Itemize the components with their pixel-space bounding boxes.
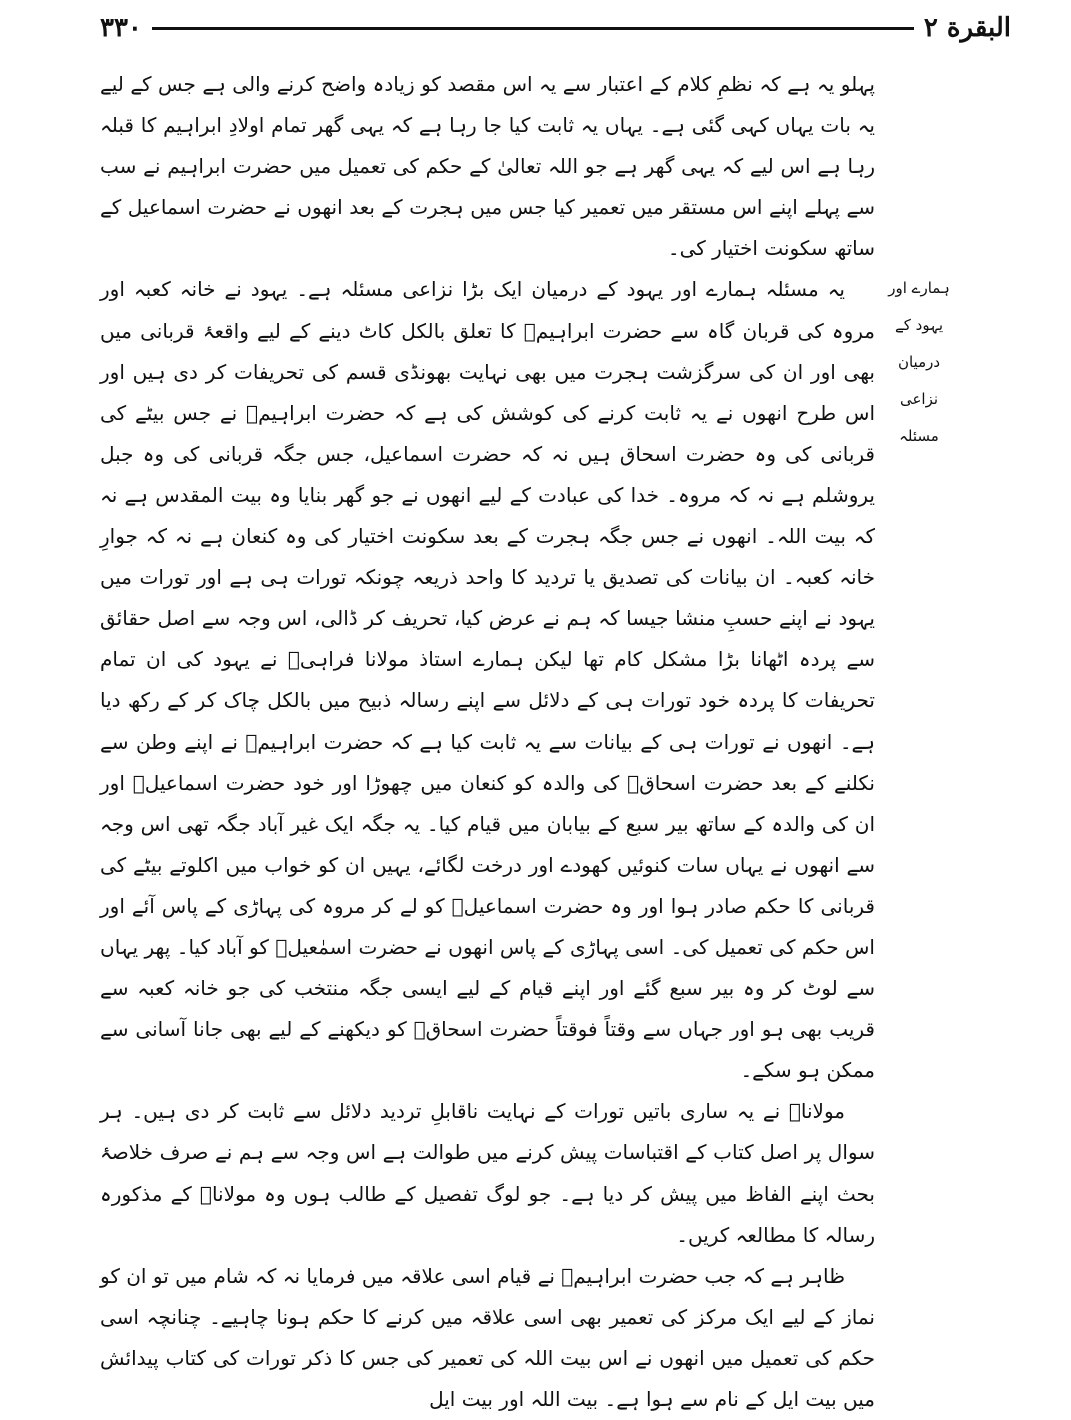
paragraph: ظاہر ہے کہ جب حضرت ابراہیمؑ نے قیام اسی علاقہ میں فرمایا نہ کہ شام میں تو ان کو نماز کے لیے ایک مرکز کی تعمیر بھی اسی علاقہ میں کرنے کا حکم ہونا چاہیے۔ چنانچہ اسی حکم کی تعمیل میں انھوں نے اس بیت اللہ کی تعمیر کی جس کا ذکر تورات کی کتاب پیدائش میں بیت ایل کے نام سے ہوا ہے۔ بیت اللہ اور بیت ایل bbox=[100, 1263, 875, 1411]
page-header bbox=[100, 8, 1011, 48]
header-rule bbox=[152, 27, 914, 30]
paragraph: یہ مسئلہ ہمارے اور یہود کے درمیان ایک بڑا نزاعی مسئلہ ہے۔ یہود نے خانہ کعبہ اور مروہ کی قربان گاہ سے حضرت ابراہیمؑ کا تعلق بالکل کاٹ دینے کے لیے واقعۂ قربانی میں بھی اور ان کی سرگزشت ہجرت میں بھی نہایت بھونڈی قسم کی تحریفات کر دی ہیں اور اس طرح انھوں نے یہ ثابت کرنے کی کوشش کی ہے کہ حضرت ابراہیمؑ نے جس بیٹے کی قربانی کی وہ حضرت اسحاق ہیں نہ کہ حضرت اسماعیل، جس جگہ قربانی کی وہ جبل یروشلم ہے نہ کہ مروہ۔ خدا کی عبادت کے لیے انھوں نے جو گھر بنایا وہ بیت المقدس ہے نہ کہ بیت اللہ۔ انھوں نے جس جگہ ہجرت کے بعد سکونت اختیار کی وہ کنعان ہے نہ کہ جوارِ خانہ کعبہ۔ ان بیانات کی تصدیق یا تردید کا واحد ذریعہ چونکہ تورات ہی ہے اور تورات میں یہود نے اپنے حسبِ منشا جیسا کہ ہم نے عرض کیا، تحریف کر ڈالی، اس وجہ سے اصل حقائق سے پردہ اٹھانا بڑا مشکل کام تھا لیکن ہمارے استاذ مولانا فراہیؒ نے یہود کی ان تمام تحریفات کا پردہ خود تورات ہی کے دلائل سے اپنے رسالہ ذبیح میں بالکل چاک کر کے رکھ دیا ہے۔ انھوں نے تورات ہی کے بیانات سے یہ ثابت کیا ہے کہ حضرت ابراہیمؑ نے اپنے وطن سے نکلنے کے بعد حضرت اسحاقؑ کی والدہ کو کنعان میں چھوڑا اور خود حضرت اسماعیلؑ اور ان کی والدہ کے ساتھ بیر سبع کے بیابان میں قیام کیا۔ یہ جگہ ایک غیر آباد جگہ تھی اس وجہ سے انھوں نے یہاں سات کنوئیں کھودے اور درخت لگائے، یہیں ان کو خواب میں اکلوتے بیٹے کی قربانی کا حکم صادر ہوا اور وہ حضرت اسماعیلؑ کو لے کر مروہ کی پہاڑی کے پاس آئے اور اس حکم کی تعمیل کی۔ اسی پہاڑی کے پاس انھوں نے حضرت اسمٰعیلؑ کو آباد کیا۔ پھر یہاں سے لوٹ کر وہ بیر سبع گئے اور اپنے قیام کے لیے ایسی جگہ منتخب کی جو خانہ کعبہ سے قریب بھی ہو اور جہاں سے وقتاً فوقتاً حضرت اسحاقؑ کو دیکھنے کے لیے بھی جانا آسانی سے ممکن ہو سکے۔ bbox=[100, 277, 875, 1083]
main-text bbox=[100, 64, 875, 1411]
margin-note: ہمارے اور یہود کے درمیان نزاعی مسئلہ bbox=[888, 279, 950, 445]
paragraph: مولاناؒ نے یہ ساری باتیں تورات کے نہایت ناقابلِ تردید دلائل سے ثابت کر دی ہیں۔ ہر سوال پر اصل کتاب کے اقتباسات پیش کرنے میں طوالت ہے اس وجہ سے ہم نے صرف خلاصۂ بحث اپنے الفاظ میں پیش کر دیا ہے۔ جو لوگ تفصیل کے طالب ہوں وہ مولاناؒ کے مذکورہ رسالہ کا مطالعہ کریں۔ bbox=[100, 1099, 875, 1247]
surah-name: البقرة ۲ bbox=[923, 13, 1011, 43]
page-number: ۳۳۰ bbox=[100, 13, 142, 43]
paragraph: پہلو یہ ہے کہ نظمِ کلام کے اعتبار سے یہ اس مقصد کو زیادہ واضح کرنے والی ہے جس کے لیے یہ بات یہاں کہی گئی ہے۔ یہاں یہ ثابت کیا جا رہا ہے کہ یہی گھر تمام اولادِ ابراہیم کا قبلہ رہا ہے اس لیے کہ یہی گھر ہے جو اللہ تعالیٰ کے حکم کی تعمیل میں حضرت ابراہیم نے سب سے پہلے اپنے اس مستقر میں تعمیر کیا جس میں ہجرت کے بعد انھوں نے حضرت اسماعیل کے ساتھ سکونت اختیار کی۔ bbox=[100, 72, 875, 261]
